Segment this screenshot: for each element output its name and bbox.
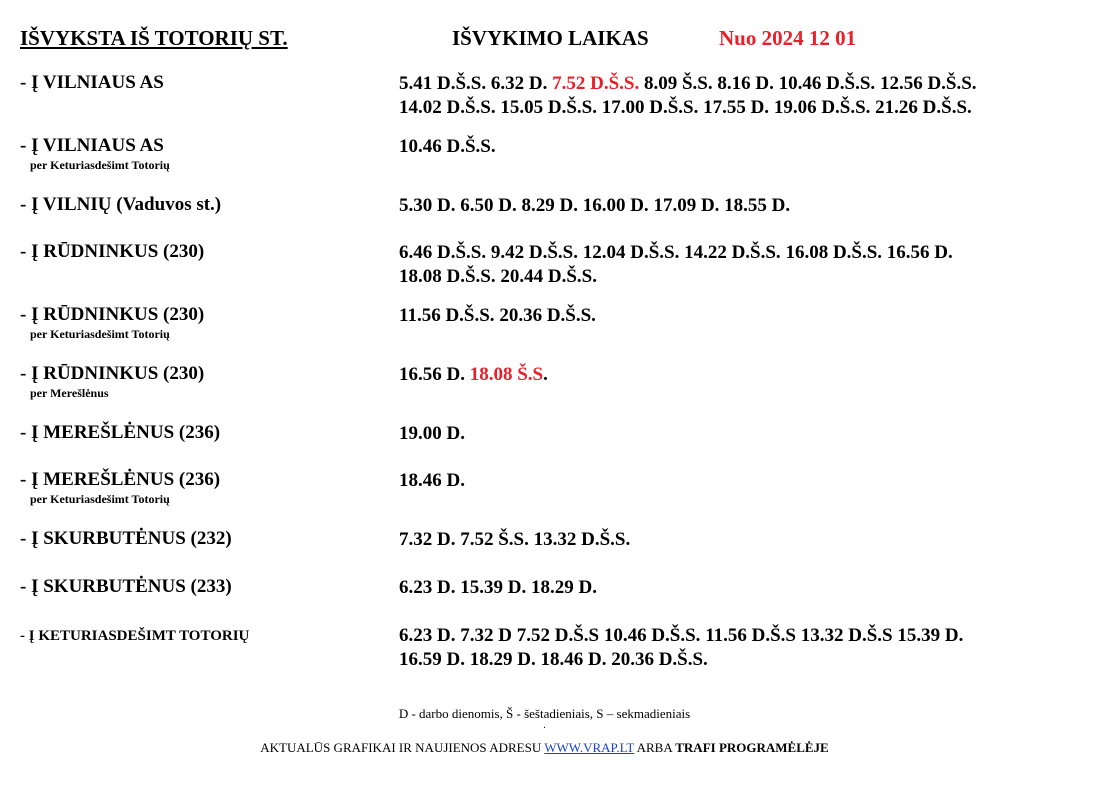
departure-times: [399, 528, 1079, 552]
times-line: [399, 469, 1079, 493]
departure-time: 18.46 D.: [399, 470, 465, 491]
times-line: [399, 363, 1079, 387]
departure-time: 15.39 D.: [460, 577, 527, 598]
route-via: per Merešlėnus: [30, 386, 109, 400]
departure-time: 20.36 D.Š.S.: [611, 649, 708, 670]
departure-times: [399, 241, 1079, 289]
departure-times: [399, 363, 1079, 387]
destination: - Į SKURBUTĖNUS (233): [20, 576, 232, 597]
departure-time: 20.36 D.Š.S.: [499, 305, 596, 326]
departure-time: 10.46 D.Š.S.: [399, 136, 496, 157]
departure-times: [399, 194, 1079, 218]
departure-time: 18.08 D.Š.S.: [399, 266, 496, 287]
times-line: [399, 576, 1079, 600]
departure-time: 7.52 D.Š.S: [516, 625, 600, 646]
departure-time: 14.22 D.Š.S.: [684, 242, 781, 263]
departure-time: 16.00 D.: [582, 195, 649, 216]
app-name: TRAFI PROGRAMĖLĖJE: [675, 740, 829, 755]
departure-time: 18.55 D.: [724, 195, 791, 216]
departure-time: 6.23 D.: [399, 577, 456, 598]
departure-times: [399, 576, 1079, 600]
departure-time: 16.56 D.: [886, 242, 953, 263]
footer-middle: ARBA: [636, 740, 672, 755]
departure-time: 19.06 D.Š.S.: [773, 97, 871, 118]
route-via: per Keturiasdešimt Totorių: [30, 158, 170, 172]
departure-time: 8.09 Š.S.: [643, 73, 713, 94]
valid-from-date: Nuo 2024 12 01: [719, 26, 857, 50]
departure-times: [399, 304, 1079, 328]
departure-time: 13.32 D.Š.S.: [533, 529, 631, 550]
departure-time: 6.32 D.: [490, 73, 548, 94]
destination: - Į MEREŠLĖNUS (236): [20, 422, 221, 443]
times-line: [399, 422, 1079, 446]
departure-time: 16.08 D.Š.S.: [785, 242, 883, 263]
departure-time: 16.59 D.: [399, 649, 465, 670]
departure-time: 6.46 D.Š.S.: [399, 242, 487, 263]
destination: - Į SKURBUTĖNUS (232): [20, 528, 232, 549]
departure-time: 21.26 D.Š.S.: [875, 97, 972, 118]
departure-time: 15.39 D.: [897, 625, 964, 646]
departure-time: 18.29 D.: [469, 649, 536, 670]
departure-time: 20.44 D.Š.S.: [500, 266, 597, 287]
departure-time: 19.00 D.: [399, 423, 465, 444]
departure-time: 7.52 Š.S.: [460, 529, 529, 550]
departure-times: [399, 422, 1079, 446]
departure-time: 16.56 D.: [399, 364, 465, 385]
times-line: [399, 304, 1079, 328]
departure-time: 10.46 D.Š.S.: [603, 625, 701, 646]
destination: - Į RŪDNINKUS (230): [20, 241, 205, 262]
destination: - Į VILNIAUS AS: [20, 72, 164, 93]
departure-time: 11.56 D.Š.S: [705, 625, 796, 646]
times-line: [399, 624, 1079, 648]
destination: - Į MEREŠLĖNUS (236): [20, 469, 221, 490]
departure-time: 18.29 D.: [530, 577, 597, 598]
destination: - Į KETURIASDEŠIMT TOTORIŲ: [20, 628, 250, 644]
page-title: IŠVYKSTA IŠ TOTORIŲ ST.: [20, 26, 288, 50]
times-line: [399, 96, 1079, 120]
departure-time: 5.41 D.Š.S.: [399, 73, 487, 94]
departure-time: 12.04 D.Š.S.: [582, 242, 680, 263]
departure-time: 8.16 D.: [717, 73, 774, 94]
departure-time: 7.32 D: [460, 625, 512, 646]
departure-time: 12.56 D.Š.S.: [879, 73, 977, 94]
departure-time: 15.05 D.Š.S.: [500, 97, 597, 118]
departure-time: 6.23 D.: [399, 625, 456, 646]
times-line: [399, 648, 1079, 672]
destination: - Į RŪDNINKUS (230): [20, 363, 205, 384]
departure-time: 18.46 D.: [540, 649, 607, 670]
times-line: [399, 265, 1079, 289]
departure-time: 17.00 D.Š.S.: [601, 97, 699, 118]
legend-dot: .: [543, 720, 546, 731]
times-line: [399, 72, 1079, 96]
footer: [0, 740, 1089, 756]
departure-time: 13.32 D.Š.S: [800, 625, 893, 646]
departure-time: 17.09 D.: [653, 195, 720, 216]
departure-time: 18.08 Š.S: [469, 364, 544, 385]
departure-time: 14.02 D.Š.S.: [399, 97, 496, 118]
destination: - Į RŪDNINKUS (230): [20, 304, 205, 325]
departure-time: 6.50 D.: [460, 195, 517, 216]
website-link[interactable]: WWW.VRAP.LT: [544, 740, 635, 755]
departure-time: 9.42 D.Š.S.: [490, 242, 578, 263]
times-line: [399, 135, 1079, 159]
legend: D - darbo dienomis, Š - šeštadieniais, S – sekmadieniais: [398, 706, 691, 721]
departure-times: [399, 72, 1079, 120]
departure-time: 7.32 D.: [399, 529, 456, 550]
departure-time: 8.29 D.: [521, 195, 578, 216]
departure-times: [399, 135, 1079, 159]
route-via: per Keturiasdešimt Totorių: [30, 327, 170, 341]
destination: - Į VILNIAUS AS: [20, 135, 164, 156]
times-line: [399, 528, 1079, 552]
departure-times: [399, 469, 1079, 493]
footer-prefix: AKTUALŪS GRAFIKAI IR NAUJIENOS ADRESU: [260, 740, 542, 755]
departure-times: [399, 624, 1079, 672]
destination: - Į VILNIŲ (Vaduvos st.): [20, 194, 222, 215]
departure-time: 7.52 D.Š.S.: [552, 73, 640, 94]
departure-time: 17.55 D.: [703, 97, 770, 118]
departure-time: .: [543, 364, 548, 385]
times-line: [399, 241, 1079, 265]
departure-time-label: IŠVYKIMO LAIKAS: [452, 26, 649, 50]
route-via: per Keturiasdešimt Totorių: [30, 492, 170, 506]
departure-time: 10.46 D.Š.S.: [778, 73, 876, 94]
departure-time: 11.56 D.Š.S.: [399, 305, 495, 326]
times-line: [399, 194, 1079, 218]
departure-time: 5.30 D.: [399, 195, 456, 216]
